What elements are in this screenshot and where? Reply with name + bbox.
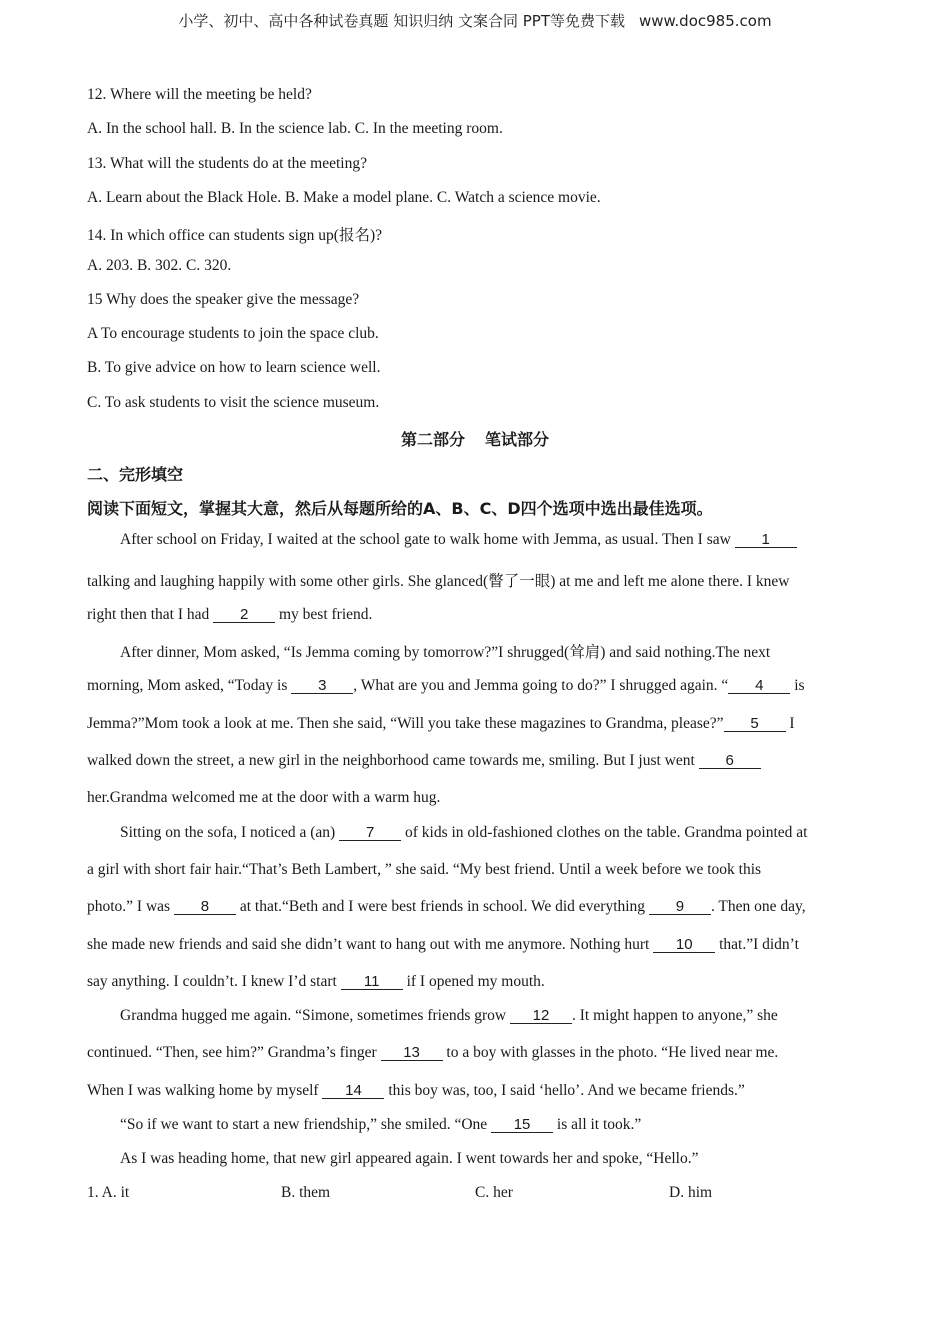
passage-line xyxy=(87,1116,896,1134)
blank-7: 7 xyxy=(339,826,401,841)
blank-4: 4 xyxy=(728,679,790,694)
passage-line: her.Grandma welcomed me at the door with a warm hug. xyxy=(87,789,441,806)
question-14: 14. In which office can students sign up(报名)? xyxy=(87,227,383,244)
passage-line xyxy=(87,715,863,733)
passage-text: is xyxy=(794,677,805,694)
passage-text: of kids in old-fashioned clothes on the table. Grandma pointed at xyxy=(404,824,808,841)
blank-5: 5 xyxy=(724,717,786,732)
header-url[interactable]: www.doc985.com xyxy=(638,12,772,30)
blank-15: 15 xyxy=(491,1118,553,1133)
blank-10: 10 xyxy=(653,938,715,953)
blank-3: 3 xyxy=(291,679,353,694)
passage-text: walked down the street, a new girl in the neighborhood came towards me, smiling. But I just went xyxy=(87,752,695,769)
passage-text: photo.” I was xyxy=(87,898,171,915)
passage-text: say anything. I couldn’t. I knew I’d start xyxy=(87,973,337,990)
passage-text: Sitting on the sofa, I noticed a (an) xyxy=(120,824,336,841)
passage-line xyxy=(87,824,896,842)
question-15-option-a: A To encourage students to join the space club. xyxy=(87,325,379,342)
q1-option-d: D. him xyxy=(669,1184,713,1201)
passage-text: After school on Friday, I waited at the school gate to walk home with Jemma, as usual. Then I saw xyxy=(120,531,731,548)
section-heading: 二、完形填空 xyxy=(87,465,184,484)
passage-text: right then that I had xyxy=(87,606,210,623)
written-part-label: 笔试部分 xyxy=(485,430,550,449)
passage-line: After dinner, Mom asked, “Is Jemma coming by tomorrow?”I shrugged(耸肩) and said nothing.The next xyxy=(120,644,771,661)
passage-line xyxy=(87,752,863,770)
part-two-label: 第二部分 xyxy=(400,430,465,449)
blank-8: 8 xyxy=(174,900,236,915)
blank-11: 11 xyxy=(341,975,403,990)
passage-text: this boy was, too, I said ‘hello’. And we became friends.” xyxy=(388,1082,745,1099)
blank-2: 2 xyxy=(213,608,275,623)
passage-text: morning, Mom asked, “Today is xyxy=(87,677,288,694)
passage-text: When I was walking home by myself xyxy=(87,1082,319,1099)
passage-text: Jemma?”Mom took a look at me. Then she said, “Will you take these magazines to Grandma, please?” xyxy=(87,715,724,732)
passage-text: if I opened my mouth. xyxy=(406,973,545,990)
question-14-options: A. 203. B. 302. C. 320. xyxy=(87,257,232,274)
blank-12: 12 xyxy=(510,1009,572,1024)
passage-line xyxy=(87,1007,896,1025)
passage-line xyxy=(87,606,863,624)
blank-1: 1 xyxy=(735,533,797,548)
part-two-title xyxy=(0,427,950,450)
passage-text: . Then one day, xyxy=(710,898,806,915)
blank-6: 6 xyxy=(699,754,761,769)
passage-line xyxy=(87,936,863,954)
question-12-options: A. In the school hall. B. In the science lab. C. In the meeting room. xyxy=(87,120,503,137)
passage-text: Grandma hugged me again. “Simone, sometimes friends grow xyxy=(120,1007,507,1024)
question-15-option-c: C. To ask students to visit the science museum. xyxy=(87,394,380,411)
question-15-option-b: B. To give advice on how to learn science well. xyxy=(87,359,381,376)
passage-line: a girl with short fair hair.“That’s Beth Lambert, ” she said. “My best friend. Until a week before we took this xyxy=(87,861,762,878)
q1-option-a: 1. A. it xyxy=(87,1184,130,1201)
passage-line xyxy=(87,531,896,549)
passage-line: As I was heading home, that new girl appeared again. I went towards her and spoke, “Hello.” xyxy=(120,1150,699,1167)
passage-text: she made new friends and said she didn’t want to hang out with me anymore. Nothing hurt xyxy=(87,936,650,953)
blank-14: 14 xyxy=(322,1084,384,1099)
question-13-options: A. Learn about the Black Hole. B. Make a model plane. C. Watch a science movie. xyxy=(87,189,601,206)
passage-text: is all it took.” xyxy=(556,1116,642,1133)
passage-text: I xyxy=(789,715,795,732)
page-header xyxy=(0,10,950,31)
passage-line xyxy=(87,677,863,695)
q1-option-c: C. her xyxy=(475,1184,513,1201)
passage-text: my best friend. xyxy=(279,606,373,623)
q1-option-b: B. them xyxy=(281,1184,331,1201)
question-15: 15 Why does the speaker give the message? xyxy=(87,291,360,308)
passage-text: that.”I didn’t xyxy=(719,936,799,953)
section-instruction: 阅读下面短文，掌握其大意，然后从每题所给的A、B、C、D四个选项中选出最佳选项。 xyxy=(87,499,713,518)
passage-text: “So if we want to start a new friendship,” she smiled. “One xyxy=(120,1116,488,1133)
question-12: 12. Where will the meeting be held? xyxy=(87,86,312,103)
header-title: 小学、初中、高中各种试卷真题 知识归纳 文案合同 PPT等免费下载 xyxy=(178,12,625,30)
passage-text: , What are you and Jemma going to do?” I shrugged again. “ xyxy=(353,677,729,694)
question-13: 13. What will the students do at the meeting? xyxy=(87,155,367,172)
passage-text: . It might happen to anyone,” she xyxy=(572,1007,778,1024)
passage-line xyxy=(87,973,863,991)
passage-line: talking and laughing happily with some other girls. She glanced(瞥了一眼) at me and left me alone there. I knew xyxy=(87,573,790,590)
passage-line xyxy=(87,1044,863,1062)
blank-13: 13 xyxy=(381,1046,443,1061)
passage-text: to a boy with glasses in the photo. “He lived near me. xyxy=(446,1044,779,1061)
blank-9: 9 xyxy=(649,900,711,915)
passage-line xyxy=(87,898,863,916)
passage-text: at that.“Beth and I were best friends in school. We did everything xyxy=(239,898,646,915)
passage-text: continued. “Then, see him?” Grandma’s finger xyxy=(87,1044,377,1061)
passage-line xyxy=(87,1082,863,1100)
